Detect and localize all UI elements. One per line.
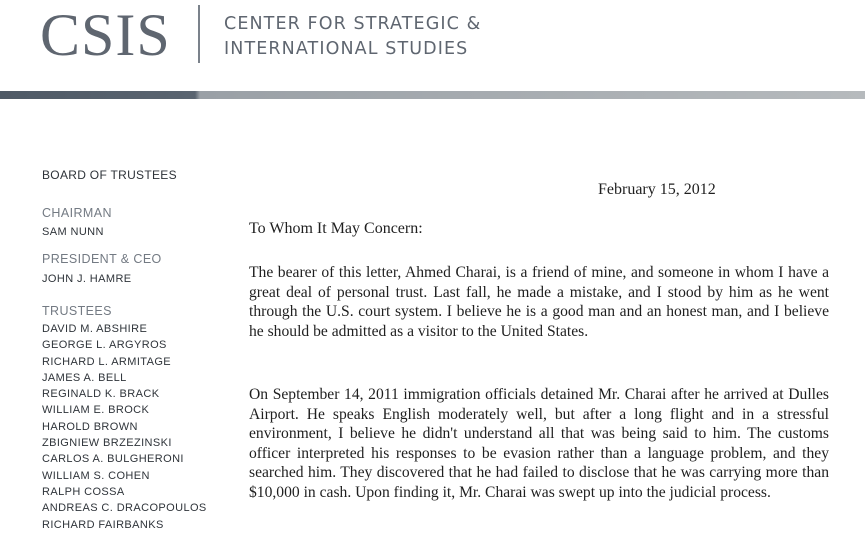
trustee-name: DAVID M. ABSHIRE (42, 323, 148, 335)
letter-paragraph-2: On September 14, 2011 immigration officials detained Mr. Charai after he arrived at Dulles Airport. He speaks English moderately well, but after a long flight and in a stressful environment, I believe he didn't understand all that was being said to him. The customs officer interpreted his responses to be evasion rather than a language problem, and they searched him. They discovered that he had failed to disclose that he was carrying more than $10,000 in cash. Upon finding it, Mr. Charai was swept up into the judicial process. (249, 386, 829, 501)
trustee-name: REGINALD K. BRACK (42, 388, 160, 401)
president-label: PRESIDENT & CEO (42, 252, 162, 266)
trustee-name: CARLOS A. BULGHERONI (42, 453, 184, 466)
organization-name (224, 12, 481, 62)
board-title: BOARD OF TRUSTEES (42, 168, 177, 182)
header-rule (0, 91, 865, 99)
chairman-label: CHAIRMAN (42, 206, 112, 220)
organization-name-line-1: CENTER FOR STRATEGIC & (224, 14, 482, 34)
organization-name-line-2: INTERNATIONAL STUDIES (224, 39, 469, 59)
trustee-name: GEORGE L. ARGYROS (42, 339, 167, 352)
trustee-name: ZBIGNIEW BRZEZINSKI (42, 437, 172, 450)
trustee-name: RICHARD L. ARMITAGE (42, 355, 172, 368)
president-name: JOHN J. HAMRE (42, 273, 132, 285)
logo-divider (198, 5, 200, 63)
trustee-name: HAROLD BROWN (42, 420, 138, 433)
trustee-name: RICHARD FAIRBANKS (42, 518, 164, 531)
trustee-name: JAMES A. BELL (42, 371, 127, 384)
letter-salutation: To Whom It May Concern: (249, 220, 423, 237)
trustee-name: WILLIAM S. COHEN (42, 469, 150, 482)
trustees-label: TRUSTEES (42, 304, 112, 318)
trustee-name: ANDREAS C. DRACOPOULOS (42, 502, 207, 515)
trustee-name: RALPH COSSA (42, 485, 125, 498)
trustees-list (42, 321, 207, 533)
chairman-name: SAM NUNN (42, 226, 104, 238)
csis-logo: CSIS (40, 2, 171, 68)
letter-date: February 15, 2012 (598, 181, 716, 198)
trustee-name: WILLIAM E. BROCK (42, 404, 150, 417)
letter-paragraph-1: The bearer of this letter, Ahmed Charai, is a friend of mine, and someone in whom I have a great deal of personal trust. Last fall, he made a mistake, and I stood by him as he went through the U.S. court system. I believe he is a good man and an honest man, and I believe he should be admitted as a visitor to the United States. (249, 264, 829, 340)
